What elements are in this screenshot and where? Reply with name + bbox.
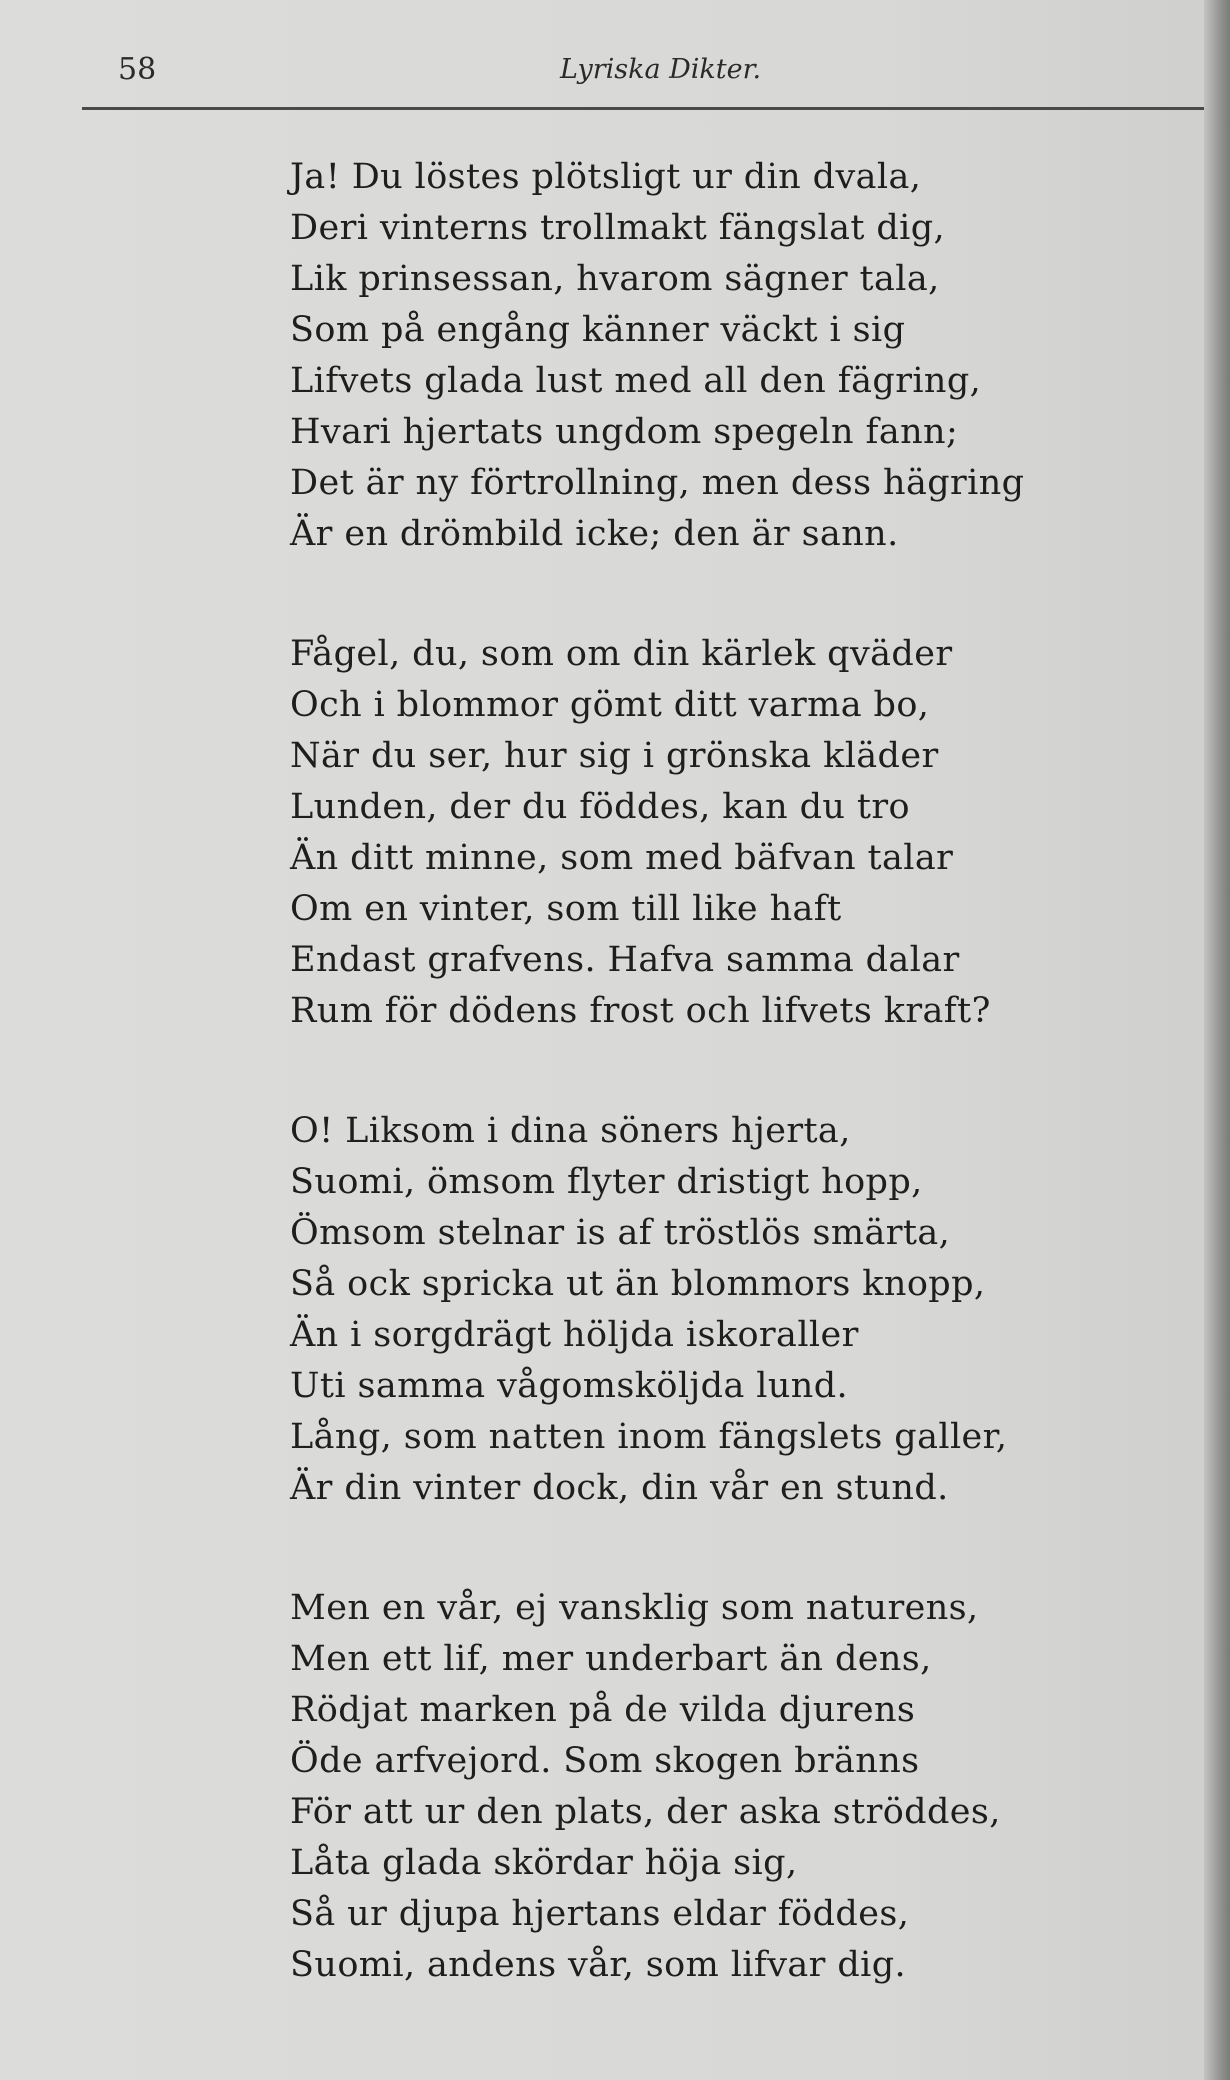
stanza-2 bbox=[290, 629, 1090, 1037]
poem-line: Fågel, du, som om din kärlek qväder bbox=[290, 634, 953, 674]
poem bbox=[290, 152, 1090, 2060]
poem-line: För att ur den plats, der aska ströddes, bbox=[290, 1792, 1001, 1832]
poem-line: Än ditt minne, som med bäfvan talar bbox=[290, 838, 954, 878]
poem-line: Ja! Du löstes plötsligt ur din dvala, bbox=[290, 157, 922, 197]
stanza-1 bbox=[290, 152, 1090, 560]
poem-line: När du ser, hur sig i grönska kläder bbox=[290, 736, 939, 776]
page-header bbox=[0, 40, 1230, 100]
poem-line: Som på engång känner väckt i sig bbox=[290, 310, 906, 350]
poem-line: Så ur djupa hjertans eldar föddes, bbox=[290, 1894, 910, 1934]
poem-line: Och i blommor gömt ditt varma bo, bbox=[290, 685, 930, 725]
stanza-4 bbox=[290, 1583, 1090, 1991]
poem-line: Är en drömbild icke; den är sann. bbox=[290, 514, 899, 554]
book-spine-shadow bbox=[1204, 0, 1230, 2080]
poem-line: Rödjat marken på de vilda djurens bbox=[290, 1690, 916, 1730]
poem-line: Är din vinter dock, din vår en stund. bbox=[290, 1468, 949, 1508]
poem-line: Lifvets glada lust med all den fägring, bbox=[290, 361, 982, 401]
poem-line: Rum för dödens frost och lifvets kraft? bbox=[290, 991, 991, 1031]
poem-line: Det är ny förtrollning, men dess hägring bbox=[290, 463, 1025, 503]
poem-line: Öde arfvejord. Som skogen bränns bbox=[290, 1741, 920, 1781]
poem-line: Så ock spricka ut än blommors knopp, bbox=[290, 1264, 986, 1304]
poem-line: Men en vår, ej vansklig som naturens, bbox=[290, 1588, 979, 1628]
poem-line: Ömsom stelnar is af tröstlös smärta, bbox=[290, 1213, 951, 1253]
poem-line: Hvari hjertats ungdom spegeln fann; bbox=[290, 412, 959, 452]
poem-line: O! Liksom i dina söners hjerta, bbox=[290, 1111, 851, 1151]
poem-line: Än i sorgdrägt höljda iskoraller bbox=[290, 1315, 859, 1355]
poem-line: Uti samma vågomsköljda lund. bbox=[290, 1366, 849, 1406]
poem-line: Men ett lif, mer underbart än dens, bbox=[290, 1639, 932, 1679]
stanza-3 bbox=[290, 1106, 1090, 1514]
poem-line: Lik prinsessan, hvarom sägner tala, bbox=[290, 259, 940, 299]
poem-line: Endast grafvens. Hafva samma dalar bbox=[290, 940, 960, 980]
poem-line: Deri vinterns trollmakt fängslat dig, bbox=[290, 208, 946, 248]
poem-line: Suomi, ömsom flyter dristigt hopp, bbox=[290, 1162, 923, 1202]
running-title: Lyriska Dikter. bbox=[560, 54, 762, 85]
poem-line: Lunden, der du föddes, kan du tro bbox=[290, 787, 910, 827]
poem-line: Om en vinter, som till like haft bbox=[290, 889, 842, 929]
header-rule bbox=[82, 107, 1230, 110]
poem-line: Suomi, andens vår, som lifvar dig. bbox=[290, 1945, 907, 1985]
poem-line: Låta glada skördar höja sig, bbox=[290, 1843, 798, 1883]
poem-line: Lång, som natten inom fängslets galler, bbox=[290, 1417, 1008, 1457]
page-number: 58 bbox=[118, 52, 157, 87]
